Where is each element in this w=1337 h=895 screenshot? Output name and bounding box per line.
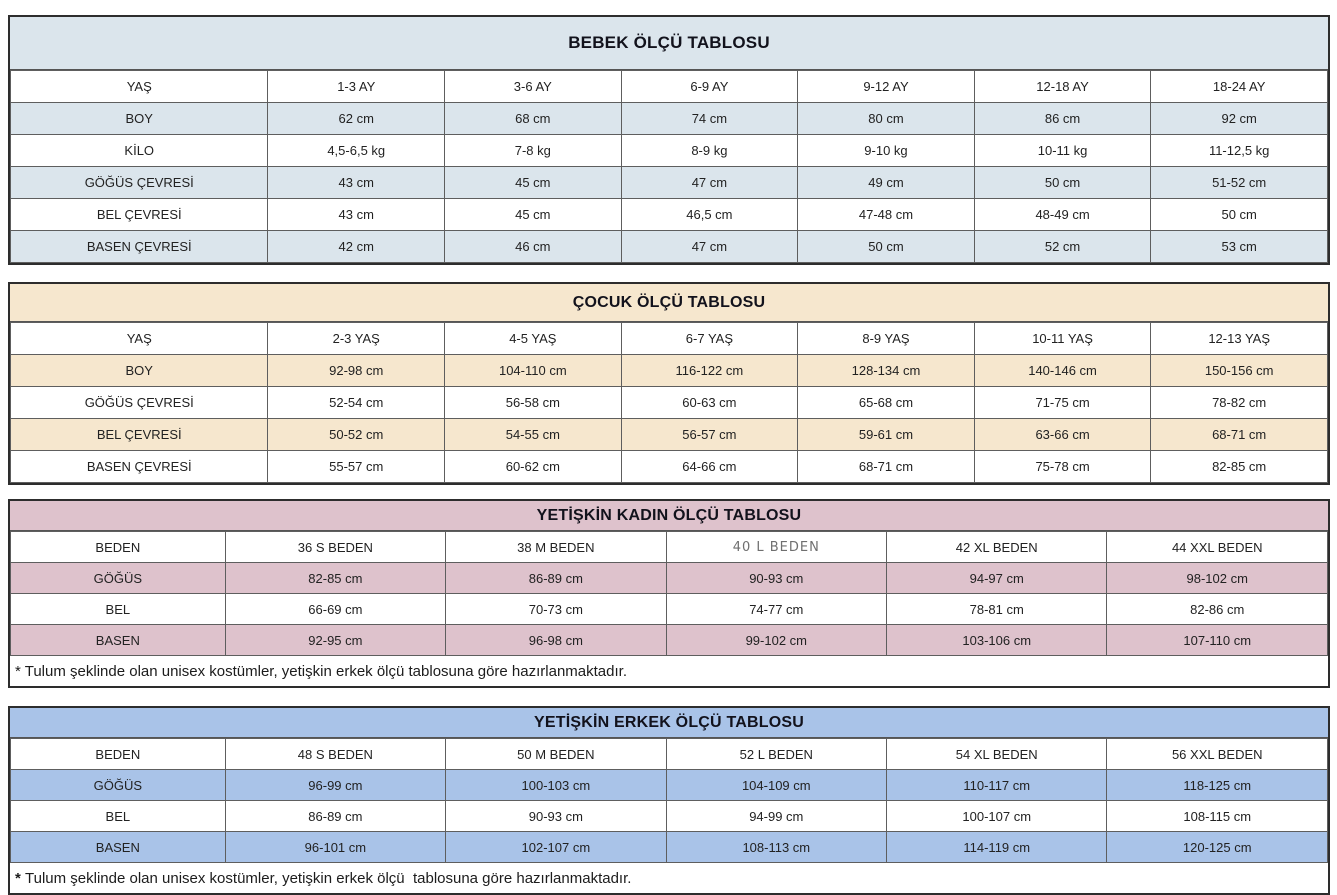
value-cell: 86-89 cm [225, 801, 445, 832]
column-header-cell: 9-12 AY [798, 71, 975, 103]
table-row [11, 563, 1328, 594]
row-label-cell: GÖĞÜS [11, 770, 226, 801]
table-row [11, 355, 1328, 387]
column-header-cell: 38 M BEDEN [446, 532, 666, 563]
value-cell: 86 cm [974, 103, 1151, 135]
baby-table-title: BEBEK ÖLÇÜ TABLOSU [10, 17, 1328, 70]
row-label-cell: BASEN ÇEVRESİ [11, 231, 268, 263]
men-unisex-costume-note: * Tulum şeklinde olan unisex kostümler, yetişkin erkek ölçü tablosuna göre hazırlanmaktadır. [10, 863, 1328, 893]
value-cell: 107-110 cm [1107, 625, 1328, 656]
column-header-cell: 52 L BEDEN [666, 739, 886, 770]
row-label-cell: BEL [11, 594, 226, 625]
table-row [11, 387, 1328, 419]
value-cell: 52-54 cm [268, 387, 445, 419]
table-row [11, 167, 1328, 199]
value-cell: 55-57 cm [268, 451, 445, 483]
value-cell: 140-146 cm [974, 355, 1151, 387]
value-cell: 94-97 cm [887, 563, 1107, 594]
value-cell: 4,5-6,5 kg [268, 135, 445, 167]
value-cell: 47 cm [621, 231, 798, 263]
value-cell: 94-99 cm [666, 801, 886, 832]
row-label-cell: BOY [11, 355, 268, 387]
column-header-cell: 2-3 YAŞ [268, 323, 445, 355]
value-cell: 48-49 cm [974, 199, 1151, 231]
value-cell: 80 cm [798, 103, 975, 135]
value-cell: 82-85 cm [225, 563, 445, 594]
table-row [11, 135, 1328, 167]
row-label-cell: BASEN [11, 625, 226, 656]
value-cell: 56-58 cm [445, 387, 622, 419]
value-cell: 108-113 cm [666, 832, 886, 863]
women-table-title: YETİŞKİN KADIN ÖLÇÜ TABLOSU [10, 501, 1328, 531]
value-cell: 92 cm [1151, 103, 1328, 135]
row-label-cell: BEL [11, 801, 226, 832]
value-cell: 64-66 cm [621, 451, 798, 483]
column-header-cell: 56 XXL BEDEN [1107, 739, 1328, 770]
value-cell: 66-69 cm [225, 594, 445, 625]
value-cell: 74 cm [621, 103, 798, 135]
value-cell: 8-9 kg [621, 135, 798, 167]
table-row [11, 832, 1328, 863]
value-cell: 104-109 cm [666, 770, 886, 801]
value-cell: 74-77 cm [666, 594, 886, 625]
value-cell: 11-12,5 kg [1151, 135, 1328, 167]
column-header-cell: 40 L BEDEN [666, 532, 886, 563]
value-cell: 7-8 kg [445, 135, 622, 167]
column-header-cell: 54 XL BEDEN [887, 739, 1107, 770]
child-table-title: ÇOCUK ÖLÇÜ TABLOSU [10, 284, 1328, 322]
column-header-cell: 50 M BEDEN [446, 739, 666, 770]
row-label-cell: KİLO [11, 135, 268, 167]
table-row [11, 103, 1328, 135]
value-cell: 43 cm [268, 167, 445, 199]
table-row [11, 419, 1328, 451]
row-label-cell: BEL ÇEVRESİ [11, 419, 268, 451]
value-cell: 98-102 cm [1107, 563, 1328, 594]
child-size-table [8, 282, 1330, 485]
row-label-cell: BEDEN [11, 532, 226, 563]
adult-women-size-table [8, 499, 1330, 688]
row-label-cell: YAŞ [11, 323, 268, 355]
value-cell: 78-81 cm [887, 594, 1107, 625]
row-label-cell: BASEN [11, 832, 226, 863]
value-cell: 96-101 cm [225, 832, 445, 863]
row-label-cell: GÖĞÜS [11, 563, 226, 594]
value-cell: 150-156 cm [1151, 355, 1328, 387]
column-header-cell: 48 S BEDEN [225, 739, 445, 770]
value-cell: 116-122 cm [621, 355, 798, 387]
row-label-cell: YAŞ [11, 71, 268, 103]
value-cell: 96-98 cm [446, 625, 666, 656]
value-cell: 46 cm [445, 231, 622, 263]
row-label-cell: BASEN ÇEVRESİ [11, 451, 268, 483]
value-cell: 78-82 cm [1151, 387, 1328, 419]
value-cell: 70-73 cm [446, 594, 666, 625]
value-cell: 45 cm [445, 167, 622, 199]
column-header-cell: 6-9 AY [621, 71, 798, 103]
value-cell: 51-52 cm [1151, 167, 1328, 199]
value-cell: 102-107 cm [446, 832, 666, 863]
value-cell: 71-75 cm [974, 387, 1151, 419]
column-header-row [11, 71, 1328, 103]
column-header-row [11, 323, 1328, 355]
men-table-grid [10, 738, 1328, 863]
table-row [11, 801, 1328, 832]
value-cell: 82-86 cm [1107, 594, 1328, 625]
column-header-cell: 1-3 AY [268, 71, 445, 103]
column-header-cell: 12-18 AY [974, 71, 1151, 103]
value-cell: 114-119 cm [887, 832, 1107, 863]
value-cell: 86-89 cm [446, 563, 666, 594]
value-cell: 42 cm [268, 231, 445, 263]
column-header-cell: 10-11 YAŞ [974, 323, 1151, 355]
value-cell: 92-98 cm [268, 355, 445, 387]
adult-men-size-table [8, 706, 1330, 895]
row-label-cell: BEDEN [11, 739, 226, 770]
value-cell: 65-68 cm [798, 387, 975, 419]
value-cell: 63-66 cm [974, 419, 1151, 451]
value-cell: 92-95 cm [225, 625, 445, 656]
value-cell: 43 cm [268, 199, 445, 231]
table-row [11, 625, 1328, 656]
value-cell: 50-52 cm [268, 419, 445, 451]
value-cell: 128-134 cm [798, 355, 975, 387]
value-cell: 62 cm [268, 103, 445, 135]
value-cell: 50 cm [1151, 199, 1328, 231]
value-cell: 68 cm [445, 103, 622, 135]
table-row [11, 231, 1328, 263]
column-header-cell: 8-9 YAŞ [798, 323, 975, 355]
value-cell: 82-85 cm [1151, 451, 1328, 483]
column-header-cell: 12-13 YAŞ [1151, 323, 1328, 355]
value-cell: 53 cm [1151, 231, 1328, 263]
value-cell: 68-71 cm [798, 451, 975, 483]
column-header-row [11, 739, 1328, 770]
value-cell: 110-117 cm [887, 770, 1107, 801]
value-cell: 9-10 kg [798, 135, 975, 167]
column-header-cell: 6-7 YAŞ [621, 323, 798, 355]
value-cell: 75-78 cm [974, 451, 1151, 483]
value-cell: 60-63 cm [621, 387, 798, 419]
men-table-title: YETİŞKİN ERKEK ÖLÇÜ TABLOSU [10, 708, 1328, 738]
value-cell: 56-57 cm [621, 419, 798, 451]
value-cell: 60-62 cm [445, 451, 622, 483]
value-cell: 100-103 cm [446, 770, 666, 801]
value-cell: 47-48 cm [798, 199, 975, 231]
value-cell: 10-11 kg [974, 135, 1151, 167]
baby-table-grid [10, 70, 1328, 263]
table-row [11, 451, 1328, 483]
value-cell: 45 cm [445, 199, 622, 231]
women-table-grid [10, 531, 1328, 656]
value-cell: 54-55 cm [445, 419, 622, 451]
table-row [11, 770, 1328, 801]
row-label-cell: GÖĞÜS ÇEVRESİ [11, 167, 268, 199]
value-cell: 52 cm [974, 231, 1151, 263]
value-cell: 90-93 cm [446, 801, 666, 832]
value-cell: 68-71 cm [1151, 419, 1328, 451]
value-cell: 46,5 cm [621, 199, 798, 231]
value-cell: 103-106 cm [887, 625, 1107, 656]
column-header-cell: 3-6 AY [445, 71, 622, 103]
value-cell: 108-115 cm [1107, 801, 1328, 832]
column-header-cell: 36 S BEDEN [225, 532, 445, 563]
value-cell: 104-110 cm [445, 355, 622, 387]
child-table-grid [10, 322, 1328, 483]
value-cell: 49 cm [798, 167, 975, 199]
women-unisex-costume-note: * Tulum şeklinde olan unisex kostümler, yetişkin erkek ölçü tablosuna göre hazırlanmaktadır. [10, 656, 1328, 686]
table-row [11, 594, 1328, 625]
value-cell: 50 cm [798, 231, 975, 263]
value-cell: 59-61 cm [798, 419, 975, 451]
value-cell: 47 cm [621, 167, 798, 199]
table-row [11, 199, 1328, 231]
value-cell: 90-93 cm [666, 563, 886, 594]
column-header-cell: 42 XL BEDEN [887, 532, 1107, 563]
value-cell: 118-125 cm [1107, 770, 1328, 801]
column-header-cell: 4-5 YAŞ [445, 323, 622, 355]
row-label-cell: GÖĞÜS ÇEVRESİ [11, 387, 268, 419]
value-cell: 50 cm [974, 167, 1151, 199]
row-label-cell: BEL ÇEVRESİ [11, 199, 268, 231]
baby-size-table [8, 15, 1330, 265]
value-cell: 100-107 cm [887, 801, 1107, 832]
value-cell: 99-102 cm [666, 625, 886, 656]
column-header-row [11, 532, 1328, 563]
column-header-cell: 44 XXL BEDEN [1107, 532, 1328, 563]
row-label-cell: BOY [11, 103, 268, 135]
value-cell: 120-125 cm [1107, 832, 1328, 863]
value-cell: 96-99 cm [225, 770, 445, 801]
column-header-cell: 18-24 AY [1151, 71, 1328, 103]
